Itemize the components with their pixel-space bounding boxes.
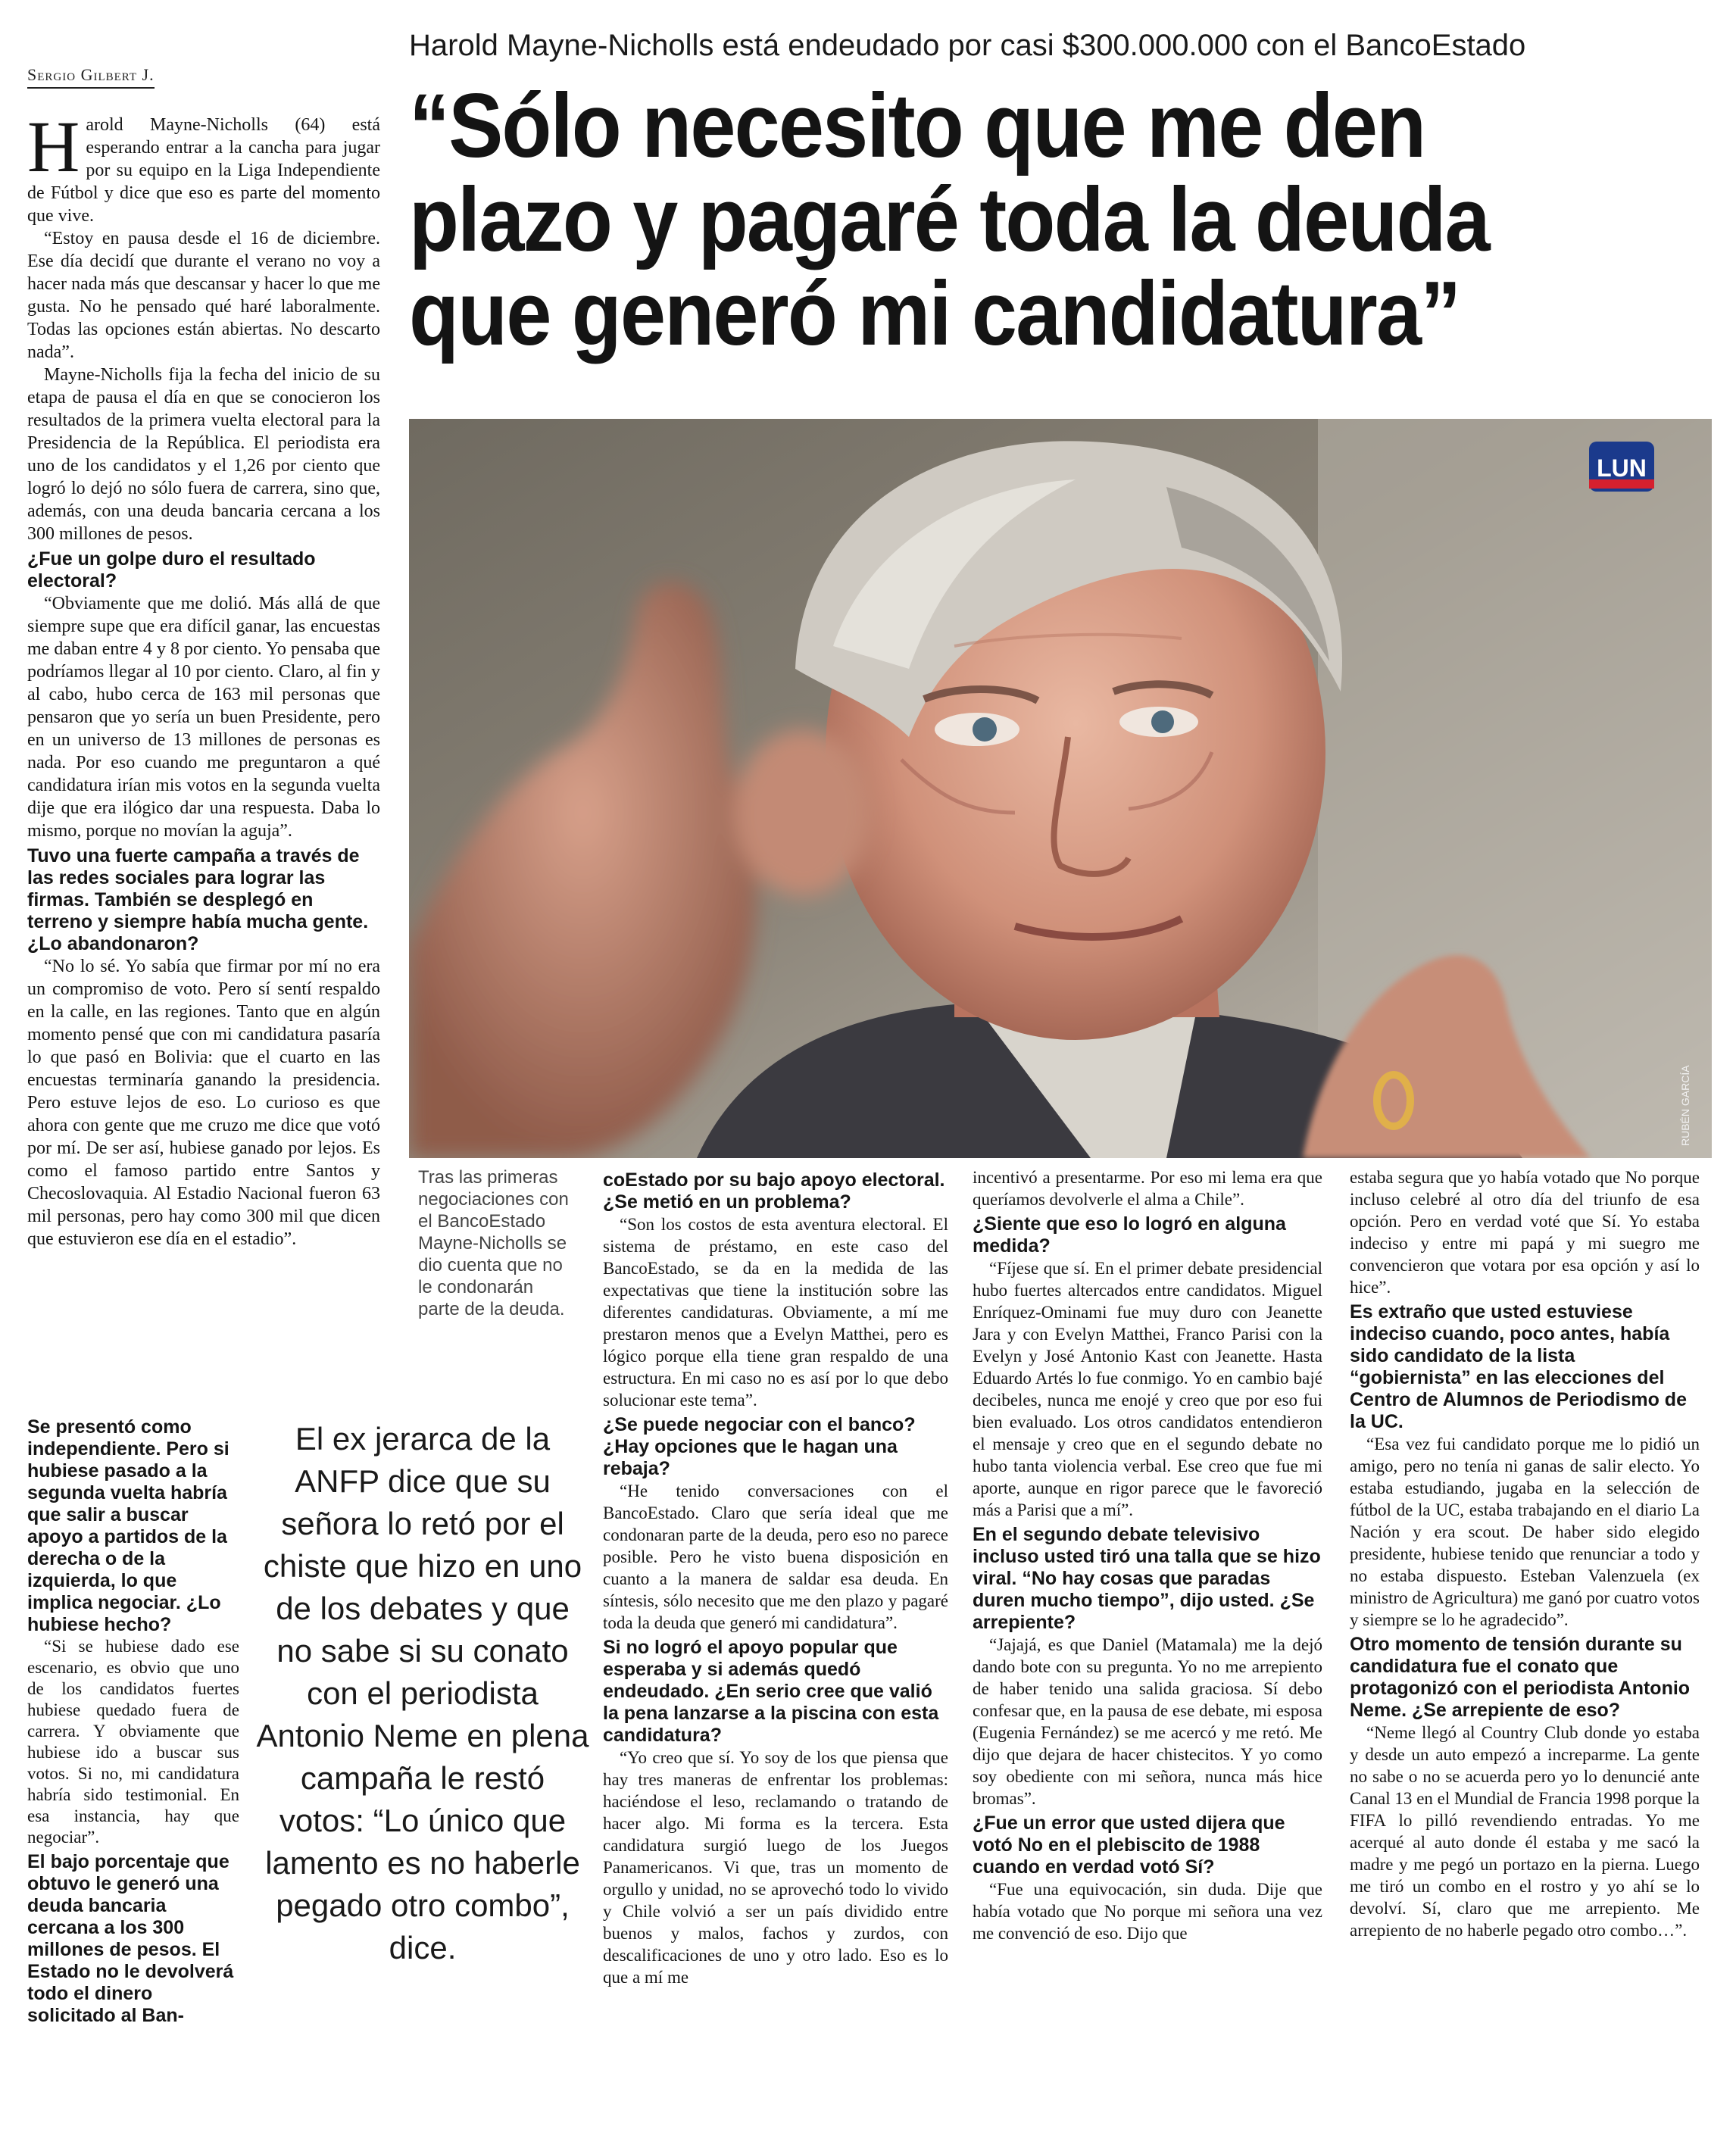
answer: “No lo sé. Yo sabía que firmar por mí no era un compromiso de voto. Pero sí sentí respaldo en la calle, en las regiones. Tanto que en algún momento pensé que con mi candidatura pasaría lo que pasó en Bolivia: que el cuarto en las encuestas terminaría ganando la presidencia. Pero estuve lejos de eso. Lo curioso es que ahora con gente que me cruzo me dice que votó por mí. De ser así, hubiese ganado por lejos. Es como el famoso partido entre Santos y Checoslovaquia. Al Estadio Nacional fueron 63 mil personas, pero hay como 300 mil que dicen que estuvieron ese día en el estadio”. [27,957,380,1249]
column-4 [973,1166,1322,1944]
question: Si no logró el apoyo popular que esperaba y si además quedó endeudado. ¿En serio cree que valió la pena lanzarse a la piscina con esta candidatura? [603,1637,939,1746]
photo-credit: RUBÉN GARCÍA [1679,1065,1691,1146]
question: ¿Se puede negociar con el banco? ¿Hay opciones que le hagan una rebaja? [603,1414,916,1479]
paragraph: “Estoy en pausa desde el 16 de diciembre. Ese día decidí que durante el verano no voy a hacer nada más que descansar y hacer lo que me gusta. No he pensado qué haré laboralmente. Todas las opciones están abiertas. No descarto nada”. [27,229,380,362]
question: coEstado por su bajo apoyo electoral. ¿Se metió en un problema? [603,1169,945,1213]
portrait-photo [409,419,1712,1158]
question: Tuvo una fuerte campaña a través de las redes sociales para lograr las firmas. También se desplegó en terreno y siempre había mucha gente. ¿Lo abandonaron? [27,845,369,954]
byline: Sergio Gilbert J. [27,65,155,89]
question: ¿Fue un error que usted dijera que votó No en el plebiscito de 1988 cuando en verdad votó Sí? [973,1812,1285,1878]
column-3 [603,1166,948,1988]
kicker: Harold Mayne-Nicholls está endeudado por casi $300.000.000 con el BancoEstado [409,29,1526,62]
headline-line-1: “Sólo necesito que me den [409,75,1425,176]
answer: “Esa vez fui candidato porque me lo pidió un amigo, pero no tenía ni ganas de salir electo. Yo estaba estudiando, jugaba en la selección de fútbol de la UC, estaba trabajando en el diario La Nación y era scout. De haber sido elegido presidente, hubiese tenido que renunciar a todo y no estaba dispuesto. Esteban Valenzuela (ex ministro de Agricultura) me ganó por cuatro votos y siempre se lo he agradecido”. [1350,1435,1700,1629]
headline-line-2: plazo y pagaré toda la deuda [409,169,1489,270]
answer: “He tenido conversaciones con el BancoEstado. Claro que sería ideal que me condonaran parte de la deuda, pero eso no parece posible. Pero he visto buena disposición en cuanto a la manera de saldar esa deuda. En síntesis, sólo necesito que me den plazo y pagaré toda la deuda que generó mi candidatura”. [603,1482,948,1632]
answer: estaba segura que yo había votado que No porque incluso celebré al otro día del triunfo de esa opción. Pero en verdad voté que Sí. Yo estaba indeciso y entre mi papá y mi suegro me convencieron que votara por esa opción y así lo hice”. [1350,1168,1700,1297]
pull-quote: El ex jerarca de la ANFP dice que su señora lo retó por el chiste que hizo en uno de los debates y que no sabe si su conato con el periodista Antonio Neme en plena campaña le restó votos: “Lo único que lamento es no haberle pegado otro combo”, dice. [256,1421,589,1965]
photo-caption: Tras las primeras negociaciones con el BancoEstado Mayne-Nicholls se dio cuenta que no le condonarán parte de la deuda. [418,1167,569,1319]
answer: “Fue una equivocación, sin duda. Dije que había votado que No porque mi señora una vez me convenció de eso. Dijo que [973,1880,1322,1943]
question: ¿Fue un golpe duro el resultado electoral? [27,548,316,592]
drop-cap: H [27,106,80,187]
paragraph: Mayne-Nicholls fija la fecha del inicio de su etapa de pausa el día en que se conocieron los resultados de la primera vuelta electoral para la Presidencia de la República. El periodista era uno de los candidatos y el 1,26 por ciento que logró lo dejó no sólo fuera de carrera, sino que, además, con una deuda bancaria cercana a los 300 millones de pesos. [27,365,380,544]
column-1 [27,106,380,1250]
headline [409,75,1712,364]
question: En el segundo debate televisivo incluso usted tiró una talla que se hizo viral. “No hay cosas que paradas duren mucho tiempo”, dijo usted. ¿Se arrepiente? [973,1524,1321,1633]
answer: “Neme llegó al Country Club donde yo estaba y desde un auto empezó a increparme. La gente no sabe o no se acuerda pero yo lo denuncié ante Canal 13 en el Mundial de Francia 1998 porque la FIFA lo pilló revendiendo entradas. Yo me acerqué al auto donde él estaba y me sacó la madre y me pegó un portazo en la pierna. Luego me tiró un combo en el rostro y yo ahí se lo devolví. Sí, claro que me arrepiento. Me arrepiento de no haberle pegado otro combo…”. [1350,1723,1700,1940]
question: Se presentó como independiente. Pero si hubiese pasado a la segunda vuelta habría que salir a buscar apoyo a partidos de la derecha o de la izquierda, lo que implica negociar. ¿Lo hubiese hecho? [27,1416,229,1635]
headline-line-3: que generó mi candidatura” [409,263,1460,364]
lun-logo [1589,442,1654,492]
answer: “Son los costos de esta aventura electoral. El sistema de préstamo, en este caso del BancoEstado, se da en la medida de las expectativas que tiene la institución sobre las diferentes candidaturas. Obviamente, a mí me prestaron menos que a Evelyn Matthei, pero es lógico porque ella tiene gran respaldo de una estructura. En mi caso no es así por lo que debo solucionar este tema”. [603,1215,948,1410]
answer: “Yo creo que sí. Yo soy de los que piensa que hay tres maneras de enfrentar los problemas: haciéndose el leso, reclamando o tratando de hacer algo. Mi forma es la tercera. Esta candidatura surgió luego de los Juegos Panamericanos. Vi que, tras un momento de orgullo y unidad, no se aprovechó todo lo vivido y Chile volvió a ser un país dividido entre buenos y malos, fachos y zurdos, con descalificaciones de uno y otro lado. Eso es lo que a mí me [603,1748,948,1987]
lun-logo-text: LUN [1597,454,1647,482]
question: ¿Siente que eso lo logró en alguna medida? [973,1213,1286,1257]
answer: “Fíjese que sí. En el primer debate presidencial hubo fuertes altercados entre candidatos. Miguel Enríquez-Ominami fue muy duro con Jeanette Jara y con Evelyn Matthei, Franco Parisi con la Evelyn y José Antonio Kast con Jeanette. Hasta Eduardo Artés lo fue conmigo. Yo en cambio bajé decibeles, nunca me enojé y creo que por eso fui bien evaluado. Los otros candidatos entendieron el mensaje y creo que en el segundo debate no hubo tanta violencia verbal. Ese creo que fue mi aporte, aunque en rigor parece que le favoreció más a Parisi que a mí”. [973,1259,1322,1519]
question: El bajo porcentaje que obtuvo le generó una deuda bancaria cercana a los 300 millones de pesos. El Estado no le devolverá todo el dinero solicitado al Ban- [27,1851,234,2026]
column-1-lower [27,1413,239,2027]
answer: “Obviamente que me dolió. Más allá de que siempre supe que era difícil ganar, las encuestas me daban entre 4 y 8 por ciento. Yo pensaba que podríamos llegar al 10 por ciento. Claro, al fin y al cabo, hubo cerca de 163 mil personas que pensaron que yo sería un buen Presidente, pero en un universo de 13 millones de personas es nada. Por eso cuando me preguntaron a qué candidatura irían mis votos en la segunda vuelta dije que era ilógico dar una respuesta. Daba lo mismo, porque no movían la aguja”. [27,594,380,841]
answer: “Jajajá, es que Daniel (Matamala) me la dejó dando bote con su pregunta. Yo no me arrepiento de haber tenido una salida graciosa. Sí debo confesar que, en la pausa de ese debate, mi esposa (Eugenia Fernández) se me acercó y me retó. Me dijo que dejara de hacer chistecitos. Y yo como soy obediente con mi señora, nunca más hice bromas”. [973,1635,1322,1808]
column-5 [1350,1166,1700,1941]
answer: incentivó a presentarme. Por eso mi lema era que queríamos devolverle el alma a Chile”. [973,1168,1322,1209]
portrait-illustration [409,419,1712,1158]
answer: “Si se hubiese dado ese escenario, es obvio que uno de los candidatos fuertes hubiese quedado fuera de carrera. Y obviamente que hubiese ido a buscar sus votos. Si no, mi candidatura habría sido testimonial. En esa instancia, hay que negociar”. [27,1637,239,1847]
question: Es extraño que usted estuviese indeciso cuando, poco antes, había sido candidato de la lista “gobiernista” en las elecciones del Centro de Alumnos de Periodismo de la UC. [1350,1301,1687,1432]
question: Otro momento de tensión durante su candidatura fue el conato que protagonizó con el periodista Antonio Neme. ¿Se arrepiente de eso? [1350,1634,1691,1721]
intro-paragraph: arold Mayne-Nicholls (64) está esperando entrar a la cancha para jugar por su equipo en la Liga Independiente de Fútbol y dice que eso es parte del momento que vive. [27,115,380,226]
